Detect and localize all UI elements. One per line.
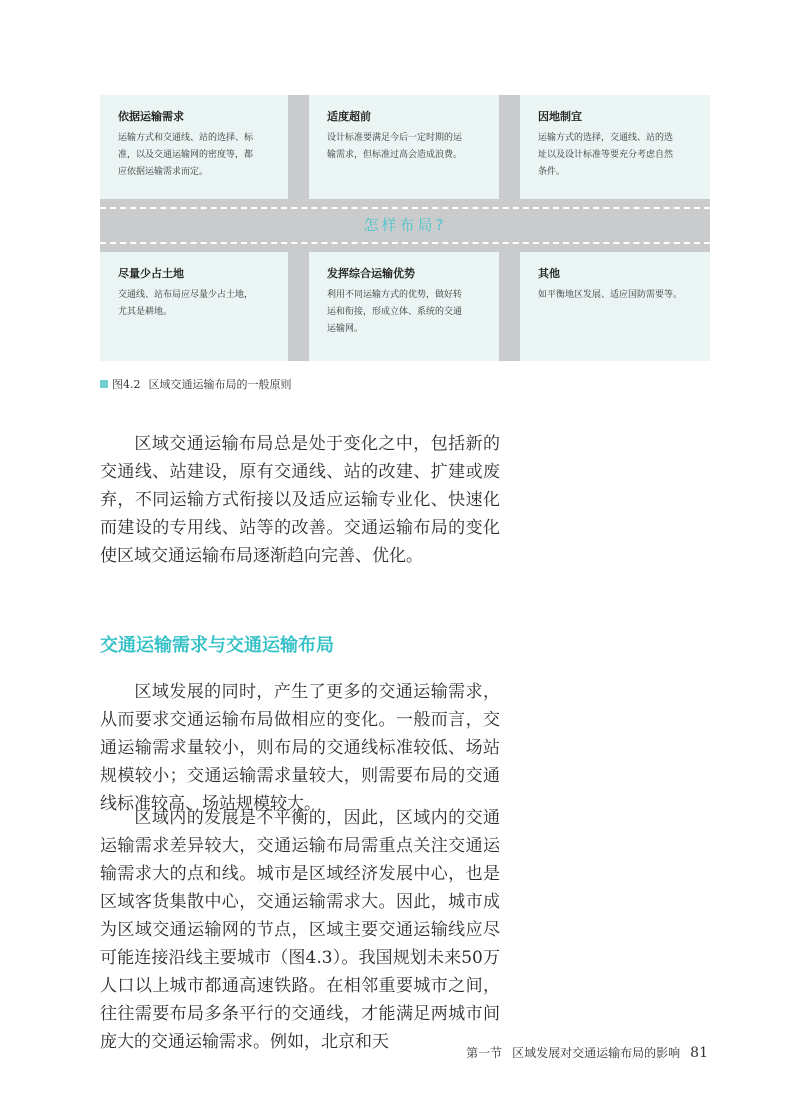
block-line: 运输方式和交通线、站的选择、标 bbox=[118, 133, 254, 143]
block-line: 利用不同运输方式的优势，做好转 bbox=[327, 290, 463, 300]
paragraph-uneven-development bbox=[100, 804, 500, 1056]
footer-title: 区域发展对交通运输布局的影响 bbox=[512, 1046, 681, 1060]
block-line: 应依据运输需求而定。 bbox=[118, 167, 209, 177]
lane-marking-top bbox=[100, 207, 710, 209]
principle-block-other bbox=[520, 252, 710, 361]
paragraph-demand bbox=[100, 678, 500, 818]
block-line: 交通线、站布局应尽量少占土地， bbox=[118, 290, 254, 300]
block-line: 设计标准要满足今后一定时期的运 bbox=[327, 133, 463, 143]
block-title: 因地制宜 bbox=[538, 110, 582, 123]
block-line: 输需求，但标准过高会造成浪费。 bbox=[327, 150, 463, 160]
section-title: 交通运输需求与交通运输布局 bbox=[100, 635, 334, 656]
page-footer bbox=[466, 1044, 708, 1061]
footer-section: 第一节 bbox=[466, 1046, 503, 1060]
road-horizontal bbox=[100, 199, 710, 252]
principle-block-local-conditions bbox=[520, 95, 710, 199]
principle-block-land-use bbox=[100, 252, 288, 361]
block-line: 如平衡地区发展、适应国防需要等。 bbox=[538, 290, 683, 300]
block-line: 条件。 bbox=[538, 167, 566, 177]
principle-block-integrated-transport bbox=[309, 252, 499, 361]
page-number: 81 bbox=[690, 1045, 708, 1061]
figure-4-2 bbox=[100, 95, 710, 361]
paragraph-text: 区域发展的同时，产生了更多的交通运输需求，从而要求交通运输布局做相应的变化。一般而言，交通运输需求量较小，则布局的交通线标准较低、场站规模较小；交通运输需求量较大，则需要布局的交通线标准较高、场站规模较大。 bbox=[100, 682, 500, 814]
caption-text: 区域交通运输布局的一般原则 bbox=[148, 378, 292, 391]
paragraph-layout-change bbox=[100, 430, 500, 570]
caption-marker-icon bbox=[100, 380, 108, 388]
figure-caption bbox=[100, 376, 292, 392]
block-line: 尤其是耕地。 bbox=[118, 307, 173, 317]
principle-block-demand bbox=[100, 95, 288, 199]
block-title: 尽量少占土地 bbox=[118, 267, 184, 280]
block-title: 适度超前 bbox=[327, 110, 371, 123]
block-line: 址以及设计标准等要充分考虑自然 bbox=[538, 150, 674, 160]
paragraph-text: 区域内的发展是不平衡的，因此，区域内的交通运输需求差异较大，交通运输布局需重点关注交通运输需求大的点和线。城市是区域经济发展中心，也是区域客货集散中心，交通运输需求大。因此，城市成为区域交通运输网的节点，区域主要交通运输线应尽可能连接沿线主要城市（图4.3）。我国规划未来50万人口以上城市都通高速铁路。在相邻重要城市之间，往往需要布局多条平行的交通线，才能满足两城市间庞大的交通运输需求。例如，北京和天 bbox=[100, 808, 500, 1052]
block-title: 依据运输需求 bbox=[118, 110, 184, 123]
paragraph-text: 区域交通运输布局总是处于变化之中，包括新的交通线、站建设，原有交通线、站的改建、扩建或废弃，不同运输方式衔接以及适应运输专业化、快速化而建设的专用线、站等的改善。交通运输布局的变化使区域交通运输布局逐渐趋向完善、优化。 bbox=[100, 434, 500, 566]
block-title: 其他 bbox=[538, 267, 560, 280]
block-line: 准，以及交通运输网的密度等，都 bbox=[118, 150, 254, 160]
block-line: 运输网。 bbox=[327, 324, 364, 334]
principle-block-moderately-ahead bbox=[309, 95, 499, 199]
block-title: 发挥综合运输优势 bbox=[327, 267, 415, 280]
lane-marking-bottom bbox=[100, 242, 710, 244]
caption-number: 图4.2 bbox=[112, 378, 141, 391]
block-line: 运和衔接，形成立体、系统的交通 bbox=[327, 307, 463, 317]
block-line: 运输方式的选择，交通线、站的选 bbox=[538, 133, 674, 143]
figure-center-label: 怎样布局? bbox=[363, 216, 447, 234]
